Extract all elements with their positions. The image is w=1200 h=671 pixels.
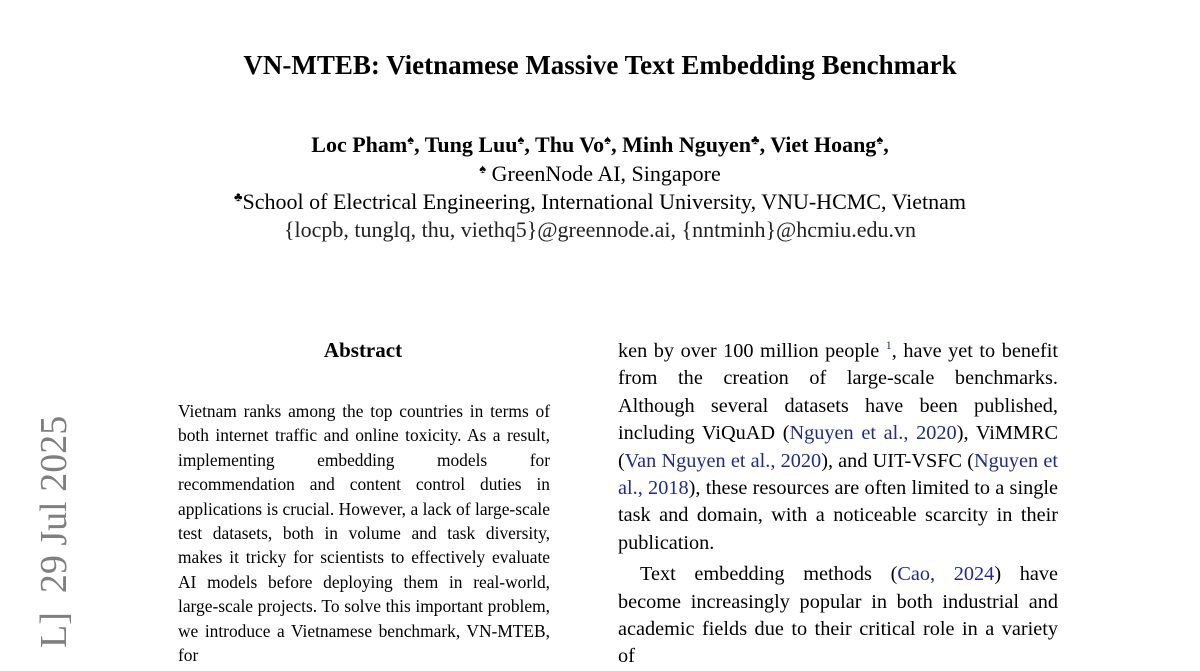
affiliation-mark: ♠	[479, 161, 487, 176]
affiliation-mark: ♠	[517, 132, 525, 147]
affiliation-greennode	[0, 160, 1200, 188]
author-separator: ,	[524, 132, 536, 157]
body-paragraph	[618, 561, 1058, 671]
body-text: Text embedding methods (	[640, 563, 898, 586]
affiliation-university	[0, 188, 1200, 216]
body-text: ), and UIT-VSFC (	[821, 449, 974, 472]
author-name: Tung Luu	[424, 132, 518, 157]
author-name: Minh Nguyen	[622, 132, 752, 157]
affiliation-mark: ♠	[407, 132, 415, 147]
body-column-right	[618, 338, 1059, 668]
citation-link[interactable]: Nguyen et al., 2018	[618, 449, 1059, 500]
abstract-text: Vietnam ranks among the top countries in terms of both internet traffic and online toxicity. As a result, implementing embedding models for recommendation and content control duties in applications is crucial. However, a lack of large-scale test datasets, both in volume and task diversity, makes it tricky for scientists to effectively evaluate AI models before deploying them in real-world, large-scale projects. To solve this important problem, we introduce a Vietnamese benchmark, VN-MTEB, for	[178, 401, 550, 666]
affiliation-mark: ♣	[233, 189, 243, 204]
author-emails: {locpb, tunglq, thu, viethq5}@greennode.ai, {nntminh}@hcmiu.edu.vn	[283, 217, 917, 242]
body-paragraph	[618, 338, 1058, 557]
body-text: ), these resources are often limited to a single task and domain, with a noticeable scarcity in their publication.	[618, 477, 1058, 554]
arxiv-side-stamp: L] 29 Jul 2025	[33, 415, 75, 648]
affiliation-mark: ♣	[751, 132, 760, 147]
affiliation-mark: ♠	[876, 132, 884, 147]
footnote-link[interactable]: 1	[885, 338, 892, 352]
affiliation-text: GreenNode AI, Singapore	[486, 161, 721, 186]
citation-link[interactable]: Van Nguyen et al., 2020	[624, 449, 822, 472]
paper-title: VN-MTEB: Vietnamese Massive Text Embedding Benchmark	[243, 50, 957, 80]
body-text: ), ViMMRC (	[618, 422, 1058, 472]
author-name: Thu Vo	[535, 132, 605, 157]
body-text: ) have become increasingly popular in both industrial and academic fields due to their critical role in a variety of	[618, 563, 1059, 668]
citation-link[interactable]: Cao, 2024	[897, 563, 995, 586]
body-text: , have yet to benefit from the creation of large-scale benchmarks. Although several datasets have been published, including ViQuAD (	[618, 340, 1059, 445]
citation-link[interactable]: Nguyen et al., 2020	[789, 422, 957, 445]
author-name: Viet Hoang	[770, 132, 877, 157]
author-separator: ,	[611, 132, 623, 157]
author-name: Loc Pham	[311, 132, 408, 157]
author-separator: ,	[883, 132, 889, 157]
author-separator: ,	[759, 132, 771, 157]
author-list	[0, 130, 1200, 160]
body-text: ken by over 100 million people	[618, 340, 886, 362]
author-separator: ,	[414, 132, 425, 157]
affiliation-mark: ♠	[604, 132, 612, 147]
abstract-heading: Abstract	[323, 338, 403, 362]
affiliation-text: School of Electrical Engineering, International University, VNU-HCMC, Vietnam	[242, 189, 967, 214]
